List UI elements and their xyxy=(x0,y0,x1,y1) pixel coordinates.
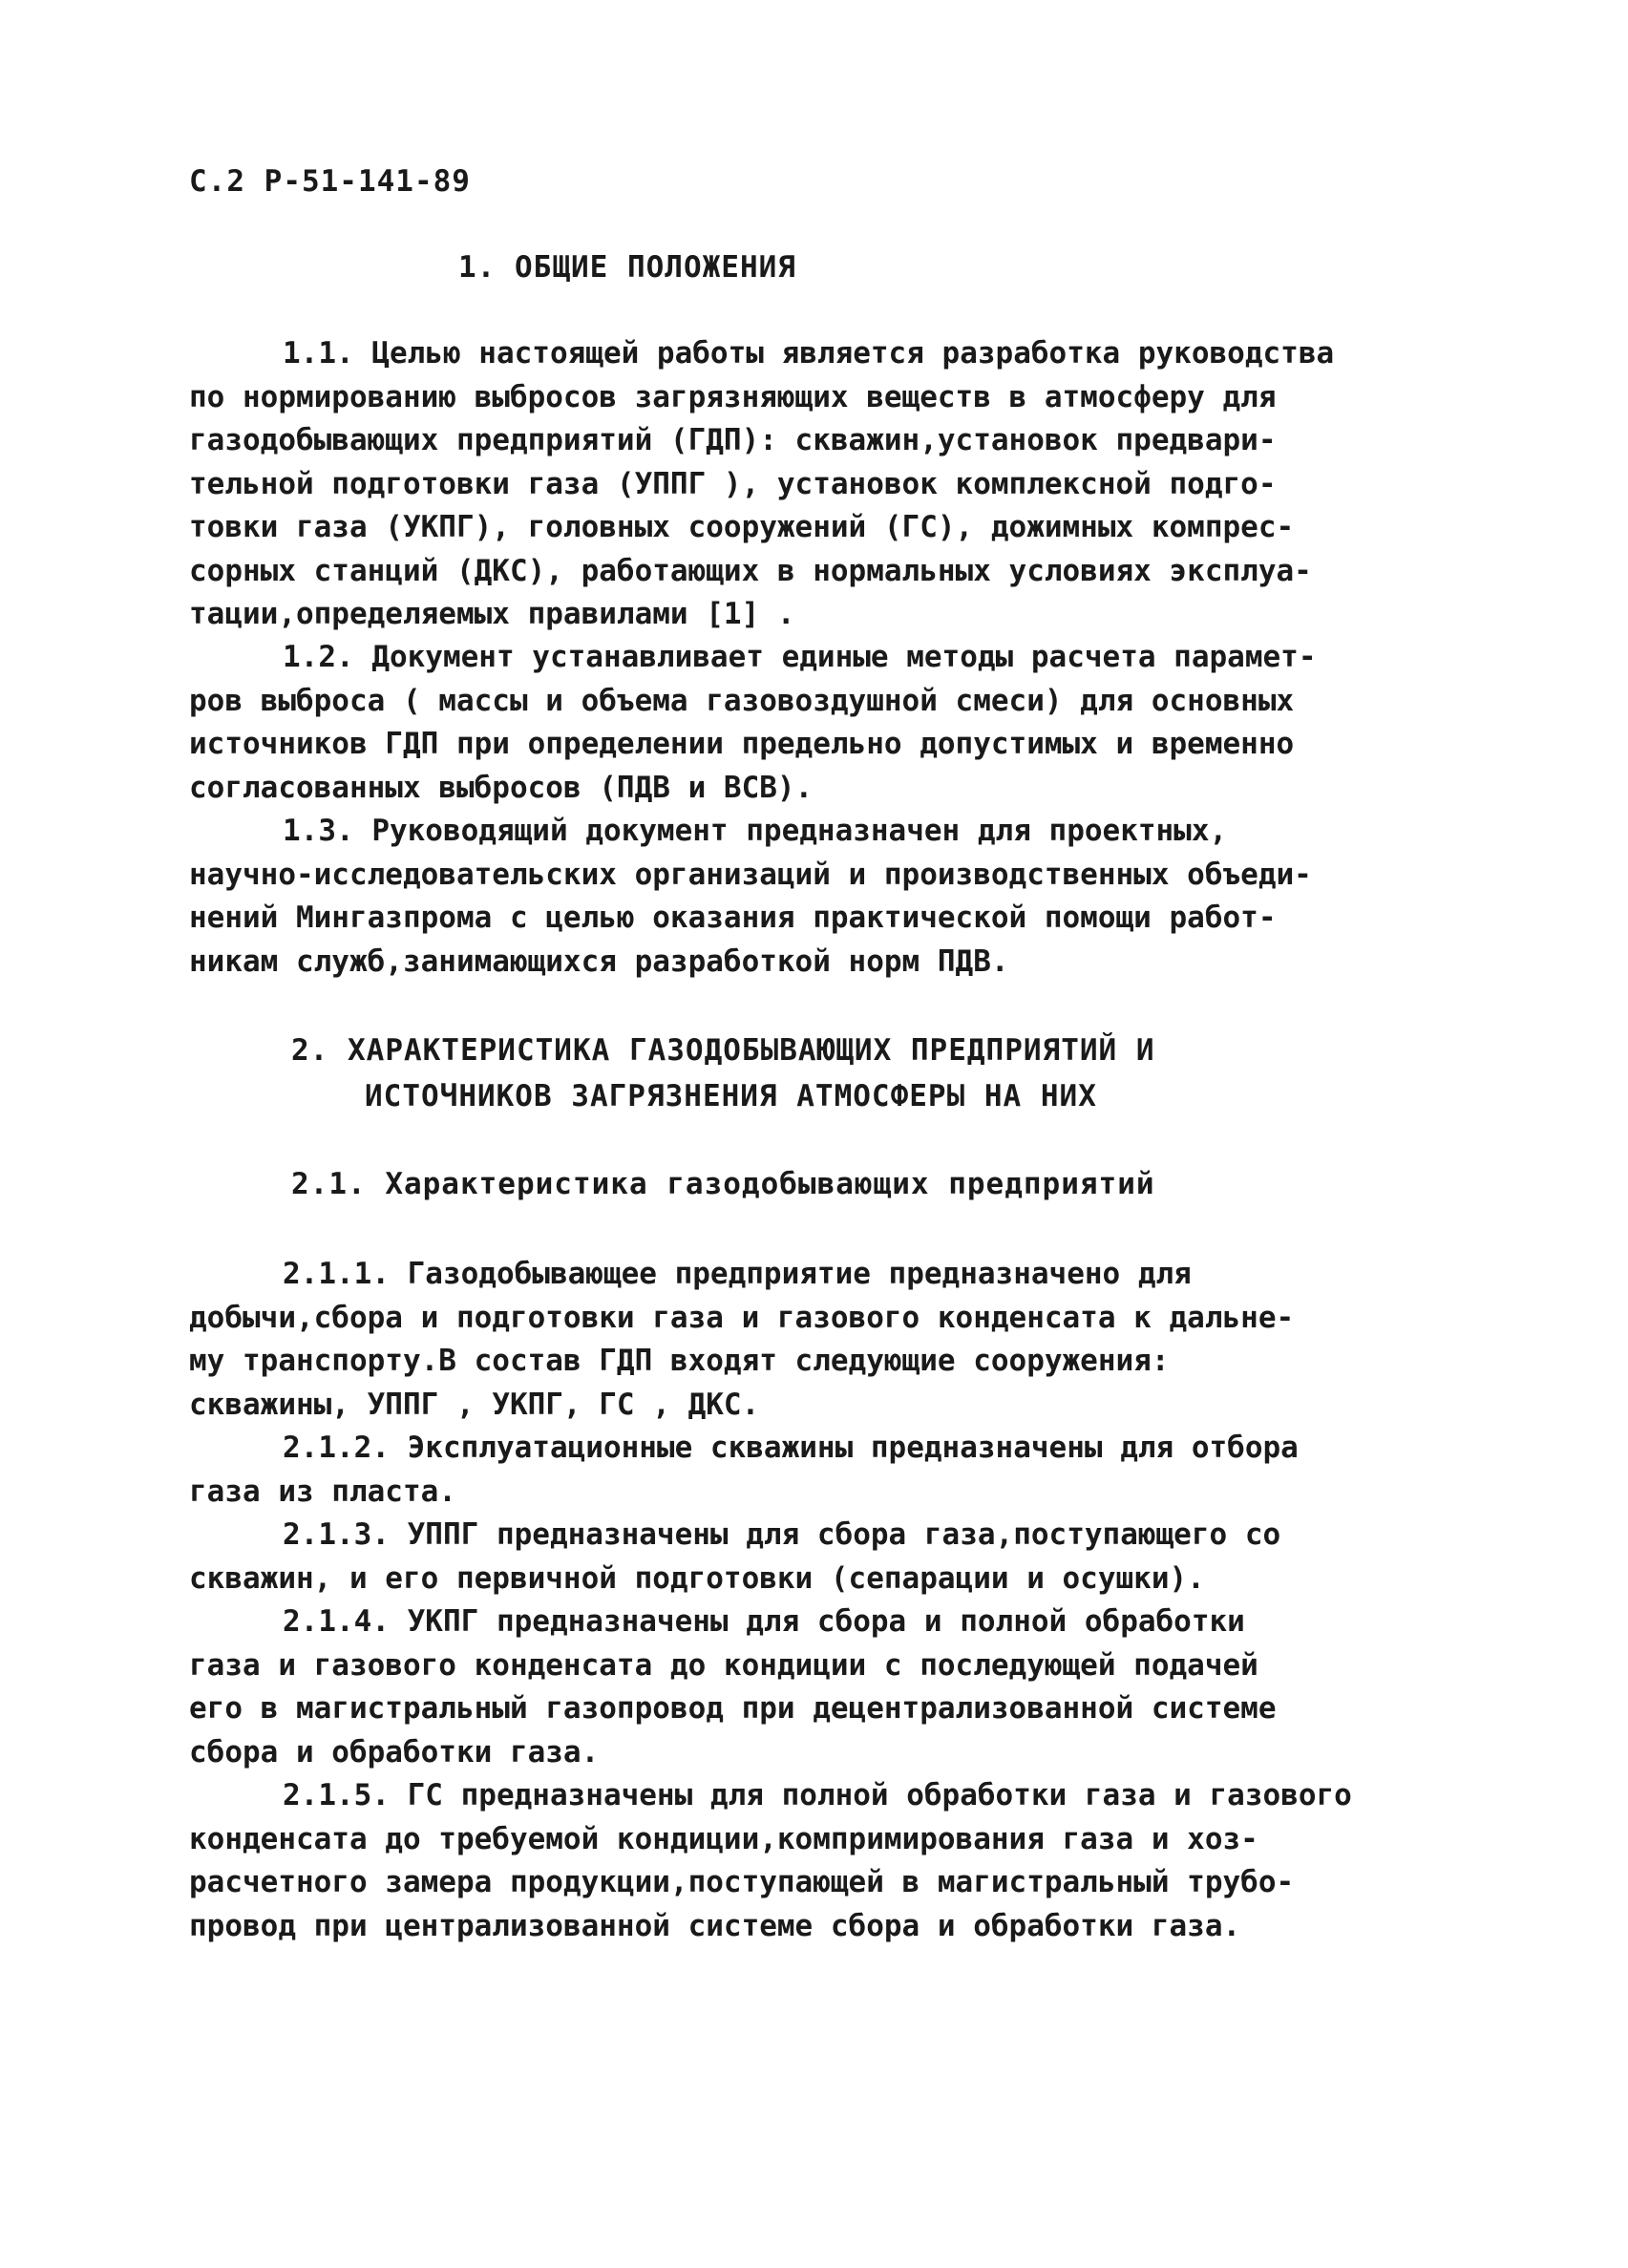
paragraph-2-1-5 xyxy=(189,1774,1364,1948)
text-line: газа и газового конденсата до кондиции с последующей подачей xyxy=(189,1647,1258,1683)
text-line: 2.1.3. УППГ предназначены для сбора газа,поступающего со xyxy=(283,1517,1281,1552)
paragraph-1-3 xyxy=(189,810,1364,984)
text-line: добычи,сбора и подготовки газа и газового конденсата к дальне- xyxy=(189,1300,1295,1335)
text-line: 1.3. Руководящий документ предназначен для проектных, xyxy=(283,814,1228,848)
text-line: расчетного замера продукции,поступающей в магистральный трубо- xyxy=(189,1865,1295,1899)
text-line: газодобывающих предприятий (ГДП): скважин,установок предвари- xyxy=(189,423,1277,457)
text-line: му транспорту.В состав ГДП входят следующие сооружения: xyxy=(189,1344,1170,1378)
section-1-heading: 1. ОБЩИЕ ПОЛОЖЕНИЯ xyxy=(458,250,796,285)
paragraph-2-1-2 xyxy=(189,1427,1364,1514)
paragraph-2-1-1 xyxy=(189,1253,1364,1427)
text-line: 2.1.2. Эксплуатационные скважины предназначены для отбора xyxy=(283,1431,1299,1465)
text-line: его в магистральный газопровод при децентрализованной системе xyxy=(189,1691,1277,1726)
text-line: газа из пласта. xyxy=(189,1473,456,1509)
text-line: 2.1.1. Газодобывающее предприятие предназначено для xyxy=(283,1257,1192,1291)
text-line: тации,определяемых правилами [1] . xyxy=(189,597,795,631)
text-line: согласованных выбросов (ПДВ и ВСВ). xyxy=(189,770,814,805)
text-line: источников ГДП при определении предельно допустимых и временно xyxy=(189,727,1295,761)
document-code: С.2 Р-51-141-89 xyxy=(189,164,471,199)
text-line: 2.1.4. УКПГ предназначены для сбора и полной обработки xyxy=(283,1604,1245,1639)
paragraph-2-1-4 xyxy=(189,1600,1364,1774)
text-line: научно-исследовательских организаций и производственных объеди- xyxy=(189,857,1312,892)
text-line: товки газа (УКПГ), головных сооружений (ГС), дожимных компрес- xyxy=(189,510,1295,544)
text-line: сорных станций (ДКС), работающих в нормальных условиях эксплуа- xyxy=(189,553,1312,588)
section-2-heading-line-1: 2. ХАРАКТЕРИСТИКА ГАЗОДОБЫВАЮЩИХ ПРЕДПРИЯТИЙ И xyxy=(291,1033,1155,1068)
text-line: ров выброса ( массы и объема газовоздушной смеси) для основных xyxy=(189,683,1295,718)
text-line: 2.1.5. ГС предназначены для полной обработки газа и газового xyxy=(283,1778,1352,1812)
text-line: нений Мингазпрома с целью оказания практической помощи работ- xyxy=(189,901,1277,935)
text-line: никам служб,занимающихся разработкой норм ПДВ. xyxy=(189,943,1009,979)
text-line: сбора и обработки газа. xyxy=(189,1734,600,1770)
text-line: тельной подготовки газа (УППГ ), установок комплексной подго- xyxy=(189,466,1277,501)
text-line: 1.1. Целью настоящей работы является разработка руководства xyxy=(283,336,1335,371)
text-line: по нормированию выбросов загрязняющих веществ в атмосферу для xyxy=(189,379,1277,414)
text-line: провод при централизованной системе сбора и обработки газа. xyxy=(189,1908,1241,1943)
text-line: 1.2. Документ устанавливает единые методы расчета парамет- xyxy=(283,640,1317,674)
paragraph-2-1-3 xyxy=(189,1514,1364,1600)
paragraph-1-1 xyxy=(189,332,1364,637)
subsection-2-1-heading: 2.1. Характеристика газодобывающих предприятий xyxy=(291,1167,1155,1201)
text-line: скважины, УППГ , УКПГ, ГС , ДКС. xyxy=(189,1387,760,1422)
section-2-heading-line-2: ИСТОЧНИКОВ ЗАГРЯЗНЕНИЯ АТМОСФЕРЫ НА НИХ xyxy=(365,1079,1097,1113)
text-line: скважин, и его первичной подготовки (сепарации и осушки). xyxy=(189,1560,1205,1596)
paragraph-1-2 xyxy=(189,636,1364,810)
text-line: конденсата до требуемой кондиции,компримирования газа и хоз- xyxy=(189,1821,1258,1856)
